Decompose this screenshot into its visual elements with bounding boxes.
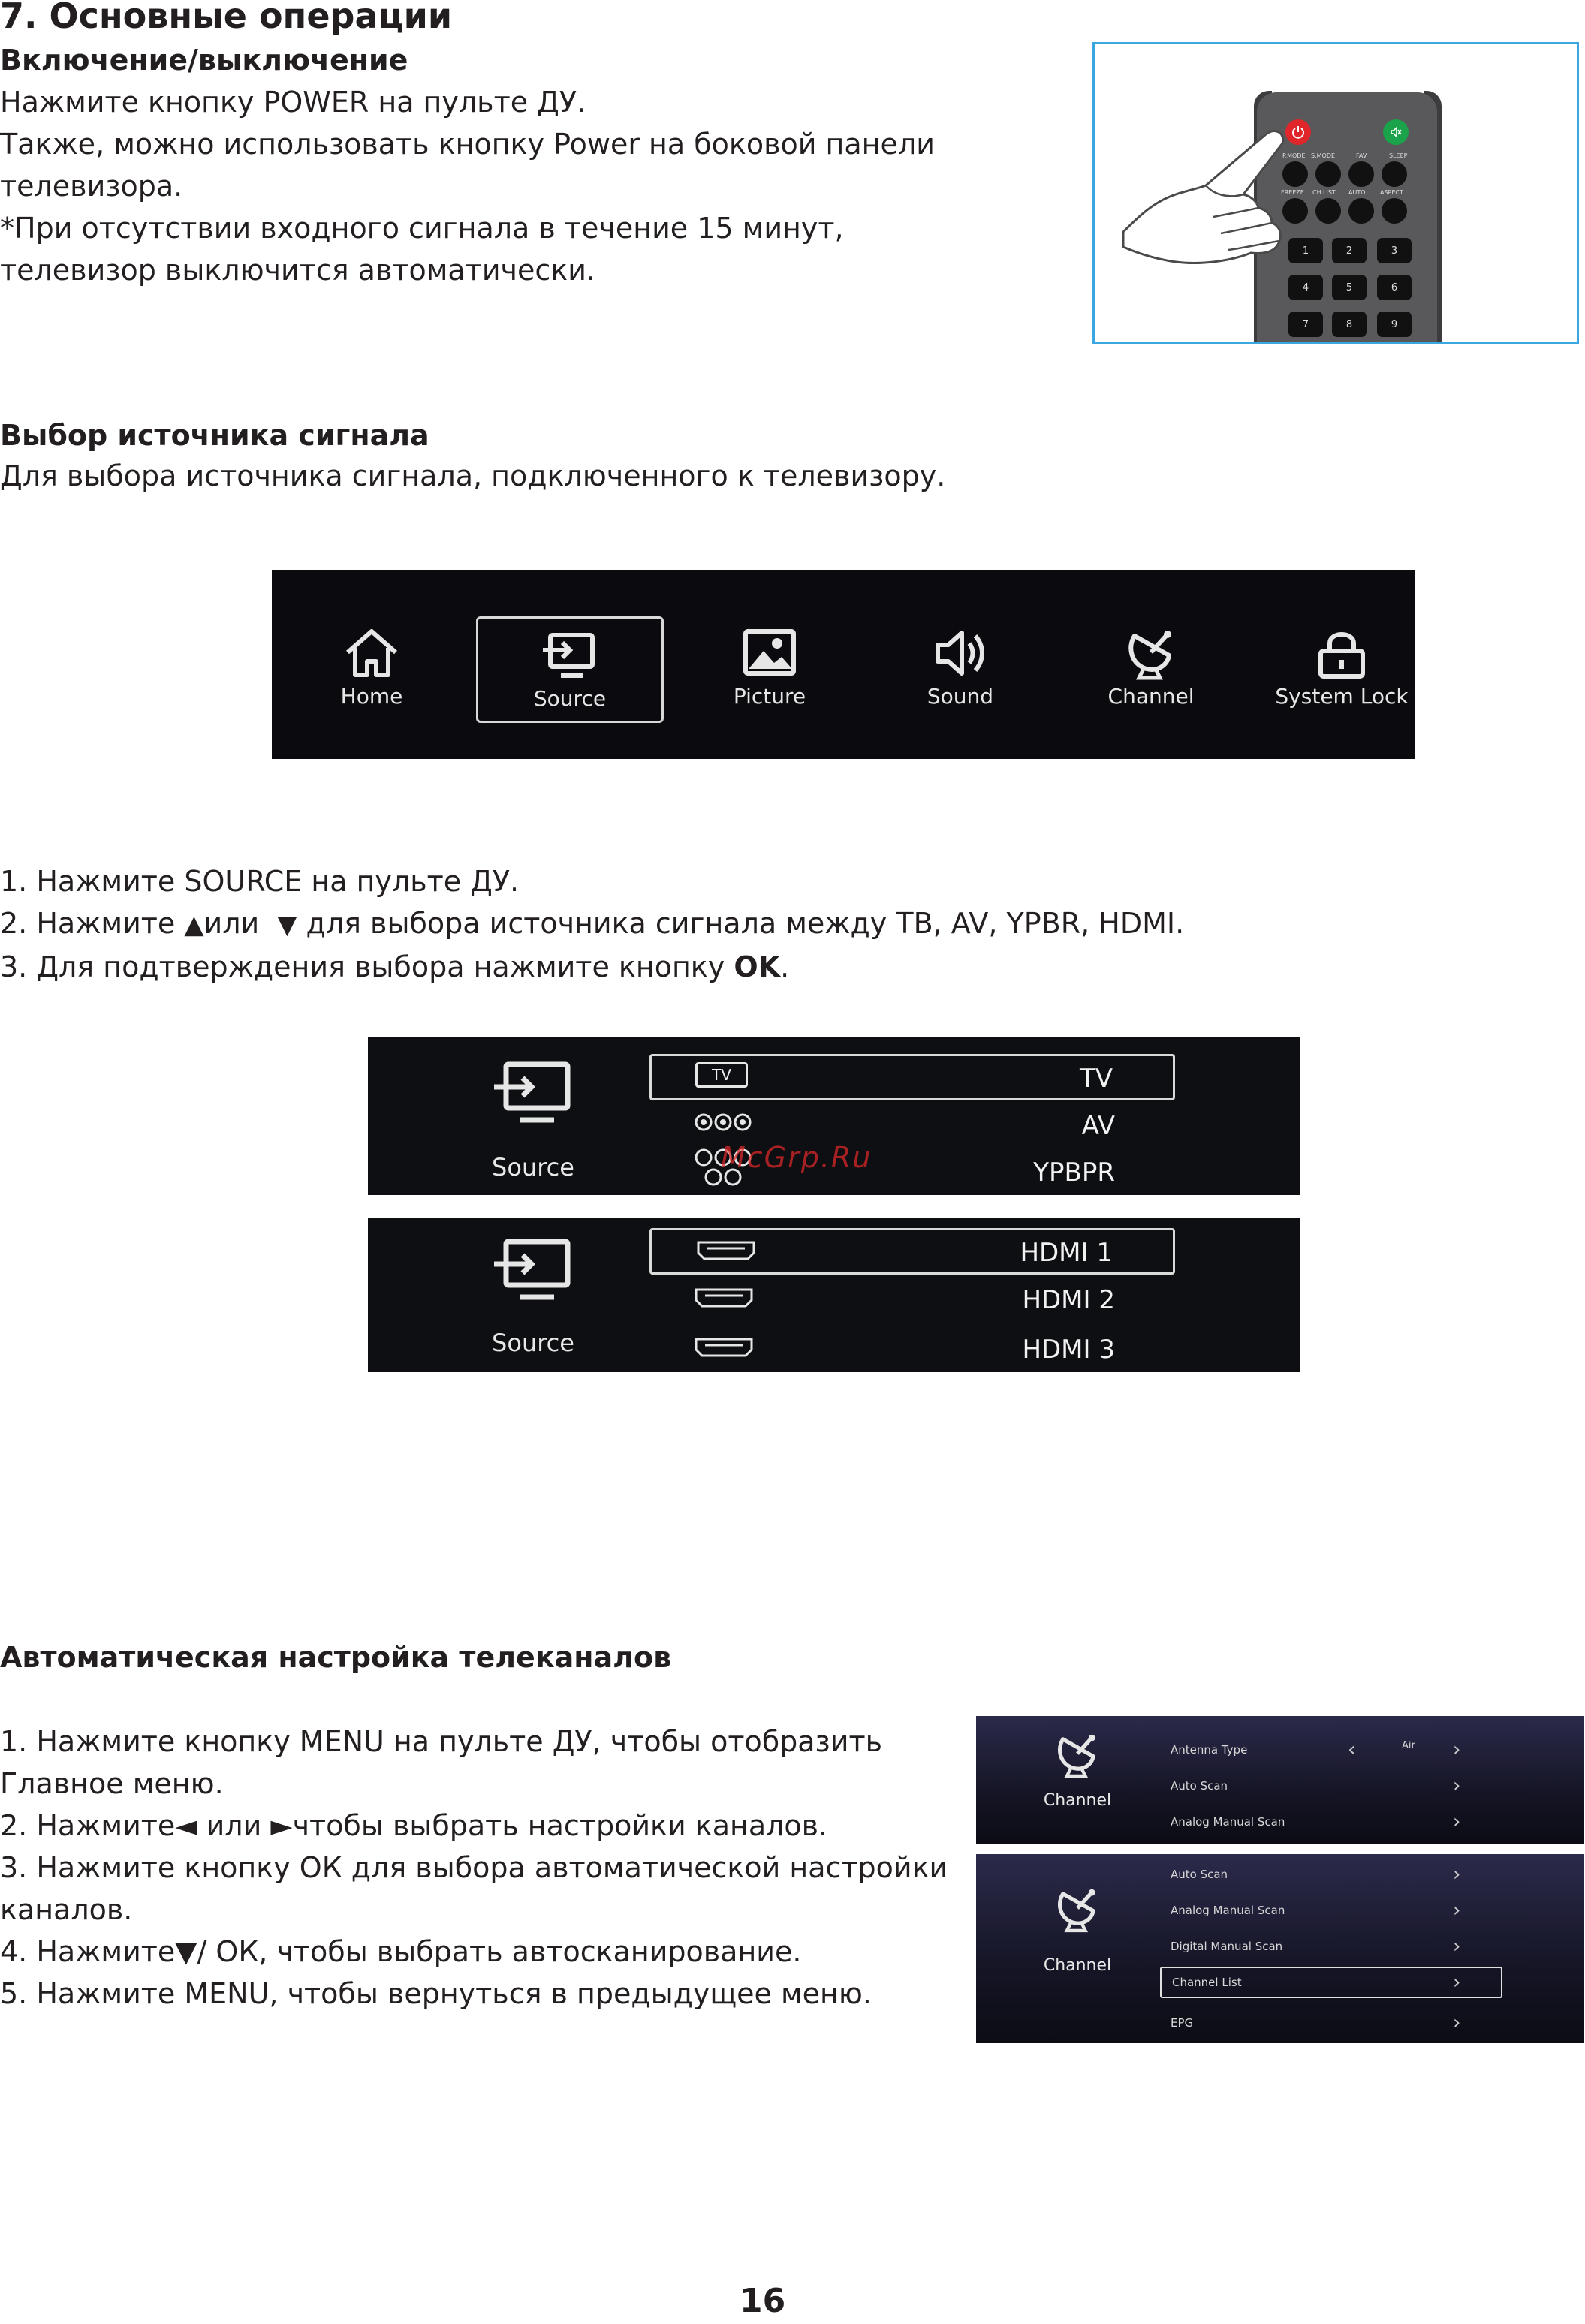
chevron-right-icon: › [1453,1899,1461,1922]
remote-label: S.MODE [1311,152,1336,159]
source-option-label: HDMI 1 [1020,1238,1113,1268]
satellite-dish-icon [1121,625,1181,681]
remote-key: 2 [1332,238,1367,263]
remote-label: SLEEP [1389,152,1408,159]
chevron-right-icon: › [1453,1811,1461,1833]
chevron-right-icon: › [1453,1971,1461,1994]
hdmi-port-icon [693,1333,756,1359]
remote-label: ASPECT [1380,189,1403,196]
power-line: Нажмите кнопку POWER на пульте ДУ. [0,86,586,119]
source-description: Для выбора источника сигнала, подключенного к телевизору. [0,459,946,492]
channel-row-epg[interactable] [1160,2009,1520,2040]
hdmi-port-icon [693,1284,756,1309]
remote-key: 4 [1288,275,1323,300]
remote-button [1348,198,1374,224]
channel-row-label: Auto Scan [1171,1779,1228,1793]
source-option-hdmi2[interactable] [649,1278,1175,1324]
power-text [0,81,935,291]
channel-row-auto-scan[interactable] [1160,1860,1520,1892]
section-title: 7. Основные операции [0,0,453,36]
tv-icon [695,1062,748,1088]
remote-button [1382,161,1407,187]
satellite-dish-icon [1051,1883,1104,1935]
step-line: 3. Нажмите кнопку ОК для выбора автоматической настройки [0,1851,948,1884]
remote-label: FREEZE [1281,189,1304,196]
remote-key: 7 [1288,312,1323,337]
channel-panel-title: Channel [1043,1791,1112,1810]
channel-steps [0,1720,948,2015]
step-line: Главное меню. [0,1767,224,1800]
hdmi-port-icon [695,1236,758,1262]
av-jacks-icon [693,1109,756,1135]
remote-label: AUTO [1348,189,1366,196]
antenna-value: Air [1402,1740,1415,1751]
remote-label: CH.LIST [1312,189,1336,196]
channel-row-digital-manual-scan[interactable] [1160,1932,1520,1964]
watermark: McGrp.Ru [721,1141,872,1174]
step-line: 4. Нажмите▼/ ОК, чтобы выбрать автосканирование. [0,1935,802,1968]
remote-illustration [1092,42,1579,344]
source-icon [493,1061,572,1124]
up-arrow-icon: ▲ [184,910,204,940]
channel-row-analog-manual-scan[interactable] [1160,1808,1520,1839]
page-number: 16 [740,2282,786,2320]
menu-item-label: Home [340,684,403,709]
chevron-right-icon: › [1453,1935,1461,1958]
channel-row-analog-manual-scan[interactable] [1160,1896,1520,1928]
chevron-right-icon: › [1453,1863,1461,1886]
source-heading: Выбор источника сигнала [0,419,429,452]
power-heading: Включение/выключение [0,44,408,77]
tv-main-menu [272,570,1415,759]
satellite-dish-icon [1051,1728,1104,1781]
remote-label: FAV [1356,152,1367,159]
source-option-label: HDMI 3 [1022,1335,1115,1365]
menu-item-label: Source [533,686,607,711]
ok-label: OK [734,950,781,983]
source-icon [540,628,600,683]
mute-button-icon [1383,119,1409,145]
remote-key: 9 [1377,312,1412,337]
source-option-hdmi3[interactable] [649,1327,1175,1374]
source-option-label: TV [1079,1064,1113,1094]
source-option-label: HDMI 2 [1022,1285,1115,1315]
power-line: Также, можно использовать кнопку Power на боковой панели [0,128,935,161]
source-panel-hdmi [368,1218,1300,1372]
channel-row-label: Auto Scan [1171,1868,1228,1881]
step-line: 1. Нажмите SOURCE на пульте ДУ. [0,865,520,898]
tv-icon-text: TV [712,1066,731,1084]
remote-button [1315,161,1341,187]
remote-button [1348,161,1374,187]
pointing-hand-icon [1116,104,1311,284]
menu-item-sound[interactable] [866,616,1054,723]
menu-item-label: Channel [1107,684,1195,709]
step-line [0,946,1184,988]
remote-key: 1 [1288,238,1323,263]
channel-row-label: EPG [1171,2016,1194,2030]
home-icon [342,625,402,681]
step-line: 1. Нажмите кнопку MENU на пульте ДУ, чтобы отобразить [0,1725,882,1758]
channel-panel-2 [976,1854,1584,2043]
down-arrow-icon: ▼ [277,910,297,940]
channel-row-label: Analog Manual Scan [1171,1815,1285,1829]
menu-item-source[interactable] [476,616,664,723]
step-line: 2. Нажмите◄ или ►чтобы выбрать настройки каналов. [0,1809,828,1842]
power-line: телевизор выключится автоматически. [0,254,595,287]
source-option-label: AV [1081,1111,1115,1141]
step-text: . [780,950,790,983]
channel-panel-1 [976,1716,1584,1844]
menu-item-picture[interactable] [676,616,863,723]
channel-row-label: Analog Manual Scan [1171,1904,1285,1917]
chevron-right-icon: › [1453,1738,1461,1761]
picture-icon [740,625,800,681]
channel-panel-title: Channel [1043,1956,1112,1975]
menu-item-system-lock[interactable] [1248,616,1436,723]
channel-row-label: Channel List [1172,1976,1242,1989]
step-line: каналов. [0,1893,133,1926]
menu-item-label: Sound [927,684,994,709]
menu-item-label: Picture [733,684,806,709]
channel-row-label: Antenna Type [1171,1743,1248,1757]
channel-heading: Автоматическая настройка телеканалов [0,1641,672,1674]
remote-key: 5 [1332,275,1367,300]
menu-item-channel[interactable] [1057,616,1245,723]
menu-item-label: System Lock [1275,684,1409,709]
source-steps [0,860,1184,988]
power-line: *При отсутствии входного сигнала в течение 15 минут, [0,212,844,245]
step-line [0,902,1184,946]
source-option-hdmi1[interactable] [649,1228,1175,1275]
power-line: телевизора. [0,170,183,203]
source-panel-title: Source [492,1329,574,1357]
source-option-label: YPBPR [1033,1157,1115,1188]
chevron-left-icon: ‹ [1348,1738,1356,1761]
step-text: или [203,907,269,940]
remote-button [1315,198,1341,224]
remote-key: 8 [1332,312,1367,337]
channel-row-auto-scan[interactable] [1160,1772,1520,1803]
remote-button [1382,198,1407,224]
channel-row-label: Digital Manual Scan [1171,1940,1283,1953]
remote-label: P.MODE [1282,152,1306,159]
step-line: 5. Нажмите MENU, чтобы вернуться в предыдущее меню. [0,1977,872,2010]
chevron-right-icon: › [1453,2012,1461,2034]
remote-key: 3 [1377,238,1412,263]
step-text: 2. Нажмите [0,907,185,940]
source-option-tv[interactable] [649,1054,1175,1100]
lock-icon [1312,625,1372,681]
channel-row-antenna-type[interactable] [1160,1735,1520,1767]
source-icon [493,1239,572,1302]
menu-item-home[interactable] [278,616,466,723]
chevron-right-icon: › [1453,1775,1461,1797]
step-text: для выбора источника сигнала между ТВ, AV, YPBR, HDMI. [297,907,1185,940]
channel-row-channel-list[interactable] [1160,1967,1502,1998]
step-text: 3. Для подтверждения выбора нажмите кнопку [0,950,734,983]
speaker-icon [930,625,990,681]
remote-key: 6 [1377,275,1412,300]
source-panel-title: Source [492,1153,574,1182]
